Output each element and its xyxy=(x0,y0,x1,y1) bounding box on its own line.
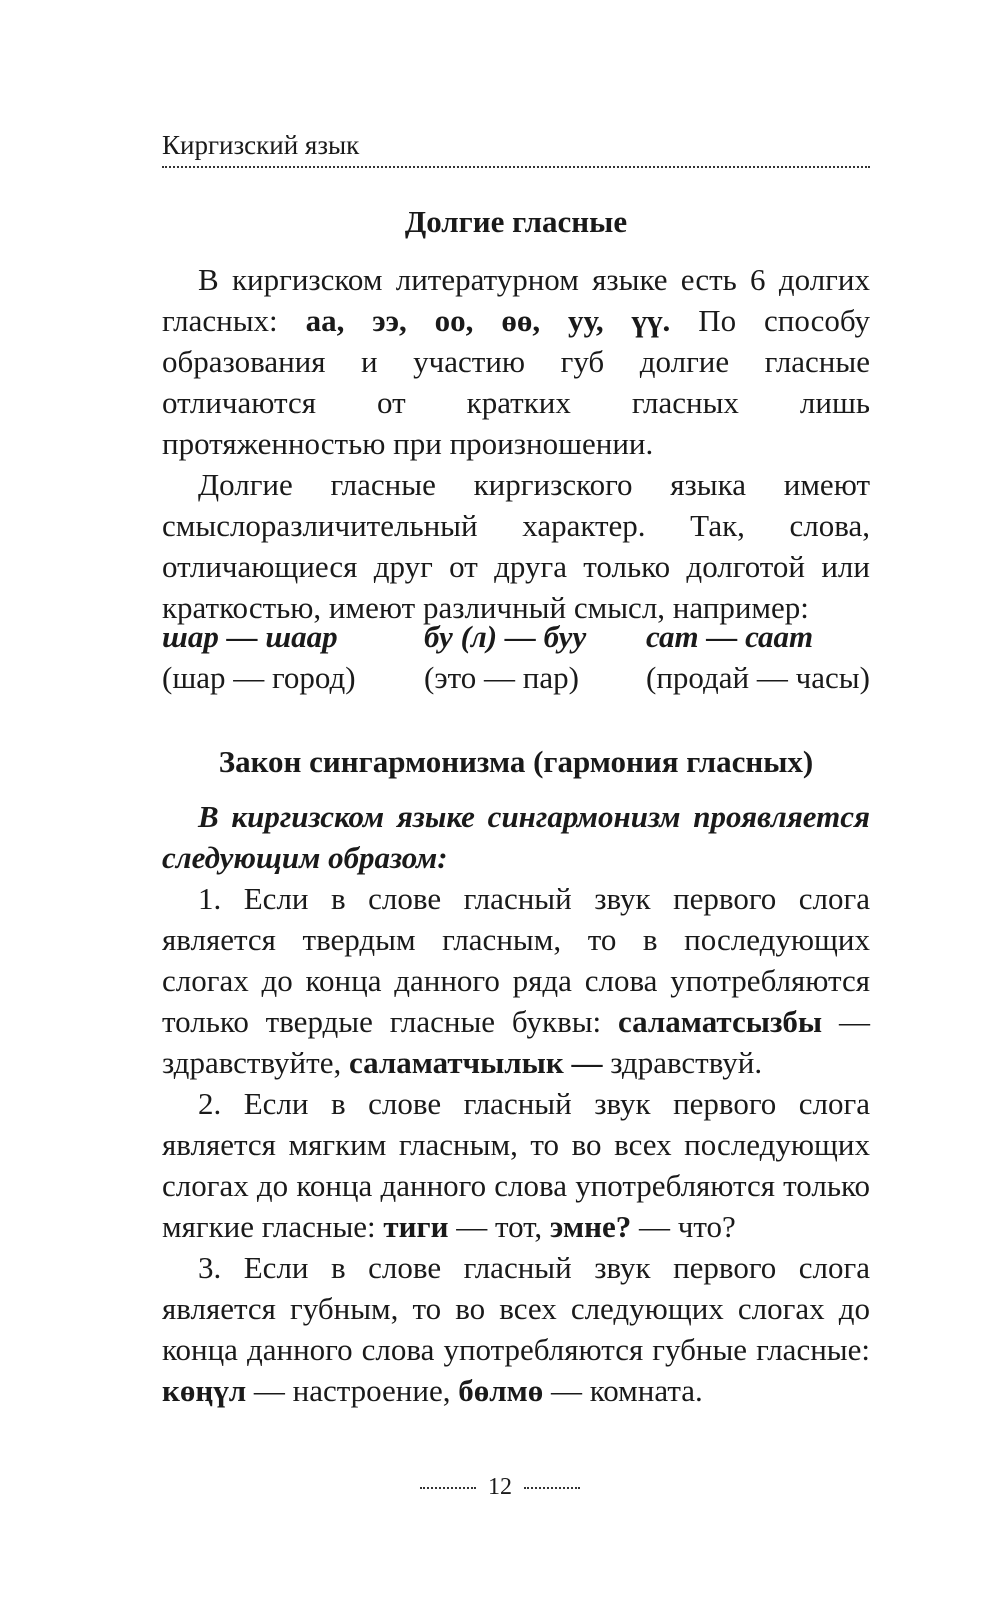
rule2-example-1: тиги xyxy=(383,1209,449,1244)
section2-body xyxy=(162,796,870,1411)
rule-item-3 xyxy=(162,1247,870,1411)
examples-words-row xyxy=(162,616,870,657)
example-word-2: бу (л) — буу xyxy=(424,619,587,654)
footer-dots-right xyxy=(524,1487,580,1489)
section1-paragraph-2: Долгие гласные киргизского языка имеют смыслоразличительный характер. Так, слова, отличающиеся друг от друга только долготой или краткостью, имеют различный смысл, например: xyxy=(162,467,870,625)
rule3-example-1: көңүл xyxy=(162,1373,247,1408)
section-title-vowel-harmony: Закон сингармонизма (гармония гласных) xyxy=(218,744,814,779)
rule-item-1 xyxy=(162,878,870,1083)
rule1-example-2: саламатчылык — xyxy=(348,1045,603,1080)
example-word-1: шар — шаар xyxy=(162,619,338,654)
p1-text-a: В киргизском литературном языке есть 6 долгих гласных: xyxy=(162,262,870,338)
rule2-text-d: — что? xyxy=(631,1209,736,1244)
page-footer xyxy=(0,1472,1000,1502)
rule2-text-c: — тот, xyxy=(448,1209,550,1244)
example-translation-2: (это — пар) xyxy=(424,660,579,695)
rule1-text-d: здравствуй. xyxy=(602,1045,763,1080)
rule1-text-c: — здравствуйте, xyxy=(162,1004,870,1080)
section2-intro xyxy=(162,796,870,878)
rule3-example-2: бөлмө xyxy=(458,1373,544,1408)
intro-emphasis: В киргизском языке сингармонизм проявляется следующим образом: xyxy=(162,799,870,875)
example-translation-3: (продай — часы) xyxy=(646,660,870,695)
p1-long-vowels-list: аа, ээ, оо, өө, уу, үү. xyxy=(305,303,671,338)
section1-paragraph-1 xyxy=(162,259,870,464)
rule3-text-d: — комната. xyxy=(543,1373,703,1408)
rule3-text-c: — настроение, xyxy=(246,1373,459,1408)
rule2-text-a: 2. Если в слове гласный звук первого слога является мягким гласным, то во всех последующих слогах до конца данного слова употребляются только мягкие гласные: xyxy=(162,1086,870,1244)
examples-table xyxy=(162,616,870,698)
section1-body xyxy=(162,259,870,628)
page-number: 12 xyxy=(488,1474,512,1500)
rule2-example-2: эмне? xyxy=(549,1209,632,1244)
examples-translation-row xyxy=(162,657,870,698)
example-translation-1: (шар — город) xyxy=(162,660,356,695)
section-title-long-vowels: Долгие гласные xyxy=(404,204,628,239)
example-word-3: сат — саат xyxy=(646,619,814,654)
p1-text-b: По способу образования и участию губ долгие гласные отличаются от кратких гласных лишь протяженностью при произношении. xyxy=(162,303,870,461)
running-header: Киргизский язык xyxy=(162,130,360,160)
footer-dots-left xyxy=(420,1487,476,1489)
header-dotted-rule xyxy=(162,166,870,168)
rule3-text-a: 3. Если в слове гласный звук первого слога является губным, то во всех следующих слогах до конца данного слова употребляются губные гласные: xyxy=(162,1250,870,1367)
rule1-example-1: саламатсызбы xyxy=(618,1004,823,1039)
rule-item-2 xyxy=(162,1083,870,1247)
rule1-text-a: 1. Если в слове гласный звук первого слога является твердым гласным, то в последующих слогах до конца данного ряда слова употребляются только твердые гласные буквы: xyxy=(162,881,870,1039)
